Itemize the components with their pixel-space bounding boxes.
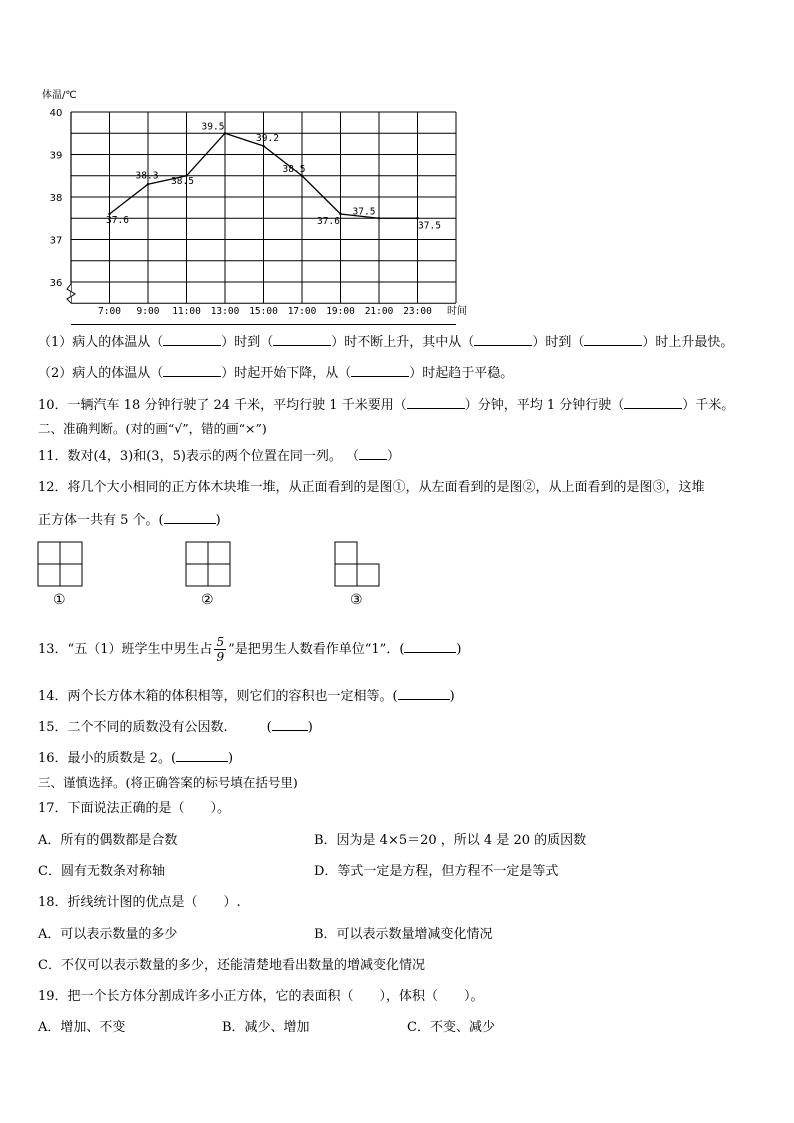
- question-11: [38, 447, 400, 465]
- question-10: [38, 396, 734, 414]
- q9-2-text-3: ）时起趋于平稳。: [409, 366, 514, 381]
- q18-option-a[interactable]: A．可以表示数量的多少: [38, 927, 178, 942]
- data-point: [416, 217, 418, 219]
- y-tick-label: 38: [49, 193, 63, 204]
- section-3-heading: 三、谨慎选择。(将正确答案的标号填在括号里): [38, 775, 298, 790]
- data-point: [262, 145, 264, 147]
- x-tick-label: 23:00: [403, 306, 432, 317]
- figure-2-label: ②: [201, 592, 214, 608]
- q17-option-b[interactable]: B．因为是 4×5＝20 ，所以 4 是 20 的质因数: [314, 833, 587, 848]
- data-label: 37.5: [352, 206, 376, 218]
- figure-1-label: ①: [53, 592, 66, 608]
- q9-1-blank-3[interactable]: [474, 333, 532, 346]
- q15-blank[interactable]: [272, 718, 308, 731]
- y-tick-label: 40: [49, 108, 63, 119]
- q18-option-c[interactable]: C．不仅可以表示数量的多少，还能清楚地看出数量的增减变化情况: [38, 958, 425, 973]
- y-tick-label: 37: [49, 235, 63, 247]
- q9-1-text-2: ）时到（: [221, 335, 274, 350]
- x-tick-label: 7:00: [98, 306, 121, 317]
- q10-blank-1[interactable]: [407, 396, 465, 409]
- q16-text-2: ): [228, 751, 234, 766]
- x-tick-label: 17:00: [287, 306, 317, 317]
- x-tick-label: 9:00: [136, 306, 160, 317]
- axis-break-mark: [67, 284, 75, 303]
- section-2-heading: 二、准确判断。(对的画“√”，错的画“×”): [38, 421, 267, 436]
- q17-option-a[interactable]: A．所有的偶数都是合数: [38, 833, 178, 848]
- q16-blank[interactable]: [176, 749, 228, 762]
- q16-text-1: 16．最小的质数是 2。(: [38, 751, 177, 766]
- q9-1-text-3: ）时不断上升，其中从（: [331, 335, 475, 350]
- q13-blank[interactable]: [404, 640, 456, 653]
- figure-3-label: ③: [350, 592, 363, 608]
- q9-1-text-1: （1）病人的体温从（: [38, 335, 164, 350]
- x-tick-label: 11:00: [172, 306, 201, 317]
- q12-blank[interactable]: [164, 511, 216, 524]
- data-point: [301, 175, 303, 177]
- question-9-part-1: [38, 333, 733, 351]
- q14-text-2: ): [449, 689, 455, 704]
- question-14: [38, 687, 455, 705]
- q17-option-d[interactable]: D．等式一定是方程，但方程不一定是等式: [314, 864, 559, 879]
- q9-1-blank-1[interactable]: [163, 333, 221, 346]
- q19-option-a[interactable]: A．增加、不变: [38, 1020, 126, 1035]
- q13-text-2: ”是把男生人数看作单位“1”．(: [228, 642, 405, 657]
- q10-text-3: ）千米。: [682, 398, 735, 413]
- q14-blank[interactable]: [398, 687, 450, 700]
- data-point: [378, 217, 380, 219]
- data-label: 37.6: [106, 215, 129, 226]
- data-label: 39.2: [256, 133, 279, 144]
- y-tick-label: 39: [49, 150, 63, 162]
- data-point: [224, 132, 226, 134]
- data-point: [339, 213, 341, 215]
- data-label: 37.6: [317, 216, 340, 227]
- q13-text-3: ): [456, 642, 462, 657]
- q11-text-2: ）: [387, 449, 401, 464]
- chart-y-ticks: [50, 108, 63, 289]
- question-18-stem: 18．折线统计图的优点是（ ）.: [38, 895, 241, 910]
- data-label: 39.5: [201, 121, 225, 133]
- data-label: 38.5: [171, 175, 194, 187]
- q9-1-text-4: ）时到（: [532, 335, 585, 350]
- q12-text-3: ): [215, 513, 221, 528]
- q10-text-1: 10．一辆汽车 18 分钟行驶了 24 千米，平均行驶 1 千米要用（: [38, 398, 407, 413]
- question-12-line-1: 12．将几个大小相同的正方体木块堆一堆，从正面看到的是图①，从左面看到的是图②，从上面看到的是图③，这堆: [38, 480, 705, 495]
- question-9-part-2: [38, 364, 513, 382]
- q19-option-c[interactable]: C．不变、减少: [407, 1020, 495, 1035]
- data-label: 37.5: [418, 220, 441, 232]
- q13-text-1: 13．“五（1）班学生中男生占: [38, 642, 213, 657]
- data-point: [147, 183, 149, 185]
- q12-text-2: 正方体一共有 5 个。(: [38, 513, 164, 528]
- q10-text-2: ）分钟，平均 1 分钟行驶（: [464, 398, 625, 413]
- figure-3-top-view: [334, 541, 382, 587]
- data-label: 38.3: [135, 170, 159, 182]
- chart-x-axis-label: 时间: [447, 306, 467, 317]
- q9-1-blank-4[interactable]: [584, 333, 642, 346]
- q11-text-1: 11．数对(4，3)和(3，5)表示的两个位置在同一列。 （: [38, 449, 360, 464]
- question-13: [38, 632, 461, 668]
- data-label: 38.5: [282, 163, 306, 175]
- q9-2-text-2: ）时起开始下降，从（: [221, 366, 352, 381]
- q14-text-1: 14．两个长方体木箱的体积相等，则它们的容积也一定相等。(: [38, 689, 398, 704]
- q19-option-b[interactable]: B．减少、增加: [222, 1020, 310, 1035]
- question-15: [38, 718, 313, 736]
- x-tick-label: 21:00: [364, 306, 394, 317]
- y-tick-label: 36: [49, 278, 63, 289]
- fraction-denominator: 9: [216, 650, 225, 664]
- question-12-line-2: [38, 511, 221, 529]
- chart-x-ticks: [98, 306, 432, 317]
- q9-2-blank-1[interactable]: [163, 364, 221, 377]
- fraction-numerator: 5: [216, 635, 225, 649]
- x-tick-label: 15:00: [249, 306, 278, 317]
- q18-option-b[interactable]: B．可以表示数量增减变化情况: [314, 927, 493, 942]
- figure-1-front-view: [37, 541, 85, 587]
- q17-option-c[interactable]: C．圆有无数条对称轴: [38, 864, 165, 879]
- q9-2-text-1: （2）病人的体温从（: [38, 366, 164, 381]
- question-17-stem: 17．下面说法正确的是（ ）。: [38, 801, 231, 816]
- chart-y-axis-label: 体温/℃: [42, 90, 77, 101]
- q10-blank-2[interactable]: [624, 396, 682, 409]
- figure-2-left-view: [185, 541, 233, 587]
- q9-1-blank-2[interactable]: [273, 333, 331, 346]
- x-tick-label: 13:00: [210, 306, 240, 317]
- q15-text-1: 15．二个不同的质数没有公因数. (: [38, 720, 272, 735]
- q9-2-blank-2[interactable]: [351, 364, 409, 377]
- x-tick-label: 19:00: [326, 306, 355, 317]
- question-19-stem: 19．把一个长方体分割成许多小正方体，它的表面积（ ），体积（ ）。: [38, 989, 484, 1004]
- fraction-5-9: [214, 635, 226, 664]
- question-16: [38, 749, 233, 767]
- temperature-line-chart: [0, 0, 794, 330]
- q11-blank[interactable]: [359, 447, 387, 460]
- q15-text-2: ): [307, 720, 313, 735]
- q9-1-text-5: ）时上升最快。: [642, 335, 734, 350]
